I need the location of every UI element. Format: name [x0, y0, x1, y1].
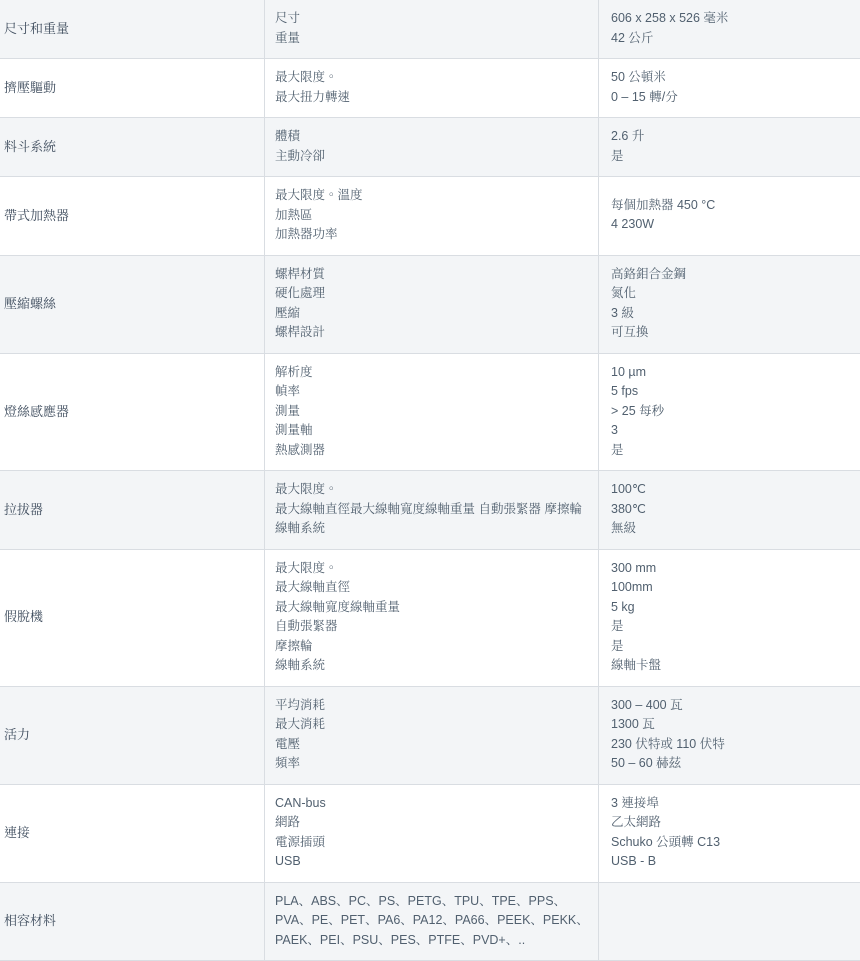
- value-line: 是: [611, 617, 860, 637]
- row-label: 帶式加熱器: [0, 177, 265, 256]
- value-line: 可互換: [611, 323, 860, 343]
- attribute-line: 最大線軸直徑: [275, 578, 590, 598]
- value-line: USB - B: [611, 852, 860, 872]
- row-values: [599, 177, 860, 256]
- attribute-line: 螺桿設計: [275, 323, 590, 343]
- value-line: 2.6 升: [611, 127, 860, 147]
- table-row: [0, 177, 860, 256]
- row-attributes: [265, 353, 599, 471]
- attribute-line: 最大限度。溫度: [275, 186, 590, 206]
- row-values: [599, 549, 860, 686]
- table-row: [0, 686, 860, 784]
- value-line: 是: [611, 637, 860, 657]
- value-line: 42 公斤: [611, 29, 860, 49]
- attribute-line: 測量軸: [275, 421, 590, 441]
- table-row: [0, 353, 860, 471]
- value-line: 5 fps: [611, 382, 860, 402]
- attribute-line: 摩擦輪: [275, 637, 590, 657]
- value-line: 100mm: [611, 578, 860, 598]
- attribute-line: 最大限度。: [275, 559, 590, 579]
- attribute-line: 自動張緊器: [275, 617, 590, 637]
- row-attributes: [265, 549, 599, 686]
- row-values: [599, 118, 860, 177]
- row-values: [599, 686, 860, 784]
- attribute-line: 體積: [275, 127, 590, 147]
- row-attributes: [265, 118, 599, 177]
- value-line: 乙太網路: [611, 813, 860, 833]
- value-line: 50 公頓米: [611, 68, 860, 88]
- table-row: [0, 255, 860, 353]
- attribute-line: 電源插頭: [275, 833, 590, 853]
- row-values: [599, 882, 860, 961]
- attribute-line: 最大消耗: [275, 715, 590, 735]
- value-line: 300 – 400 瓦: [611, 696, 860, 716]
- row-label: 壓縮螺絲: [0, 255, 265, 353]
- row-label: 相容材料: [0, 882, 265, 961]
- value-line: 線軸卡盤: [611, 656, 860, 676]
- row-attributes: [265, 0, 599, 59]
- attribute-line: 最大線軸直徑最大線軸寬度線軸重量 自動張緊器 摩擦輪 線軸系統: [275, 500, 590, 539]
- table-row: [0, 784, 860, 882]
- value-line: 100℃: [611, 480, 860, 500]
- table-row: [0, 118, 860, 177]
- attribute-line: 測量: [275, 402, 590, 422]
- row-attributes: [265, 471, 599, 550]
- attribute-line: 重量: [275, 29, 590, 49]
- attribute-line: 主動冷卻: [275, 147, 590, 167]
- attribute-line: 最大限度。: [275, 68, 590, 88]
- row-values: [599, 59, 860, 118]
- row-values: [599, 0, 860, 59]
- row-label: 尺寸和重量: [0, 0, 265, 59]
- attribute-line: 最大線軸寬度線軸重量: [275, 598, 590, 618]
- table-row: [0, 882, 860, 961]
- row-label: 拉拔器: [0, 471, 265, 550]
- attribute-line: 硬化處理: [275, 284, 590, 304]
- row-attributes: PLA、ABS、PC、PS、PETG、TPU、TPE、PPS、PVA、PE、PET、PA6、PA12、PA66、PEEK、PEKK、PAEK、PEI、PSU、PES、PTFE、PVD+、..: [265, 882, 599, 961]
- row-label: 料斗系統: [0, 118, 265, 177]
- value-line: 606 x 258 x 526 毫米: [611, 9, 860, 29]
- attribute-line: 網路: [275, 813, 590, 833]
- attribute-line: 螺桿材質: [275, 265, 590, 285]
- attribute-line: 最大扭力轉速: [275, 88, 590, 108]
- row-label: 連接: [0, 784, 265, 882]
- row-values: [599, 353, 860, 471]
- value-line: 3: [611, 421, 860, 441]
- value-line: 1300 瓦: [611, 715, 860, 735]
- row-attributes: [265, 784, 599, 882]
- value-line: 50 – 60 赫茲: [611, 754, 860, 774]
- value-line: 無級: [611, 519, 860, 539]
- value-line: 3 連接埠: [611, 794, 860, 814]
- row-label: 活力: [0, 686, 265, 784]
- attribute-line: CAN-bus: [275, 794, 590, 814]
- attribute-line: 尺寸: [275, 9, 590, 29]
- attribute-line: 平均消耗: [275, 696, 590, 716]
- value-line: 4 230W: [611, 215, 860, 235]
- attribute-line: 最大限度。: [275, 480, 590, 500]
- attribute-line: 幀率: [275, 382, 590, 402]
- row-values: [599, 471, 860, 550]
- value-line: 5 kg: [611, 598, 860, 618]
- row-label: 燈絲感應器: [0, 353, 265, 471]
- row-attributes: [265, 686, 599, 784]
- value-line: 0 – 15 轉/分: [611, 88, 860, 108]
- attribute-line: 線軸系統: [275, 656, 590, 676]
- value-line: 是: [611, 147, 860, 167]
- value-line: 10 µm: [611, 363, 860, 383]
- attribute-line: 電壓: [275, 735, 590, 755]
- row-label: 擠壓驅動: [0, 59, 265, 118]
- attribute-line: 壓縮: [275, 304, 590, 324]
- value-line: 高鉻鉬合金鋼: [611, 265, 860, 285]
- row-values: [599, 255, 860, 353]
- row-attributes: [265, 177, 599, 256]
- attribute-line: 頻率: [275, 754, 590, 774]
- row-label: 假脫機: [0, 549, 265, 686]
- value-line: Schuko 公頭轉 C13: [611, 833, 860, 853]
- attribute-line: 加熱器功率: [275, 225, 590, 245]
- row-attributes: [265, 255, 599, 353]
- value-line: 300 mm: [611, 559, 860, 579]
- value-line: 氮化: [611, 284, 860, 304]
- table-row: [0, 549, 860, 686]
- row-values: [599, 784, 860, 882]
- value-line: 3 級: [611, 304, 860, 324]
- value-line-empty: [611, 911, 860, 930]
- attribute-line: USB: [275, 852, 590, 872]
- value-line: 是: [611, 441, 860, 461]
- value-line: > 25 每秒: [611, 402, 860, 422]
- row-attributes: [265, 59, 599, 118]
- table-row: [0, 471, 860, 550]
- table-row: [0, 0, 860, 59]
- value-line: 每個加熱器 450 °C: [611, 196, 860, 216]
- attribute-line: 熱感測器: [275, 441, 590, 461]
- attribute-line: 解析度: [275, 363, 590, 383]
- value-line: 380℃: [611, 500, 860, 520]
- table-row: [0, 59, 860, 118]
- value-line: 230 伏特或 110 伏特: [611, 735, 860, 755]
- attribute-line: 加熱區: [275, 206, 590, 226]
